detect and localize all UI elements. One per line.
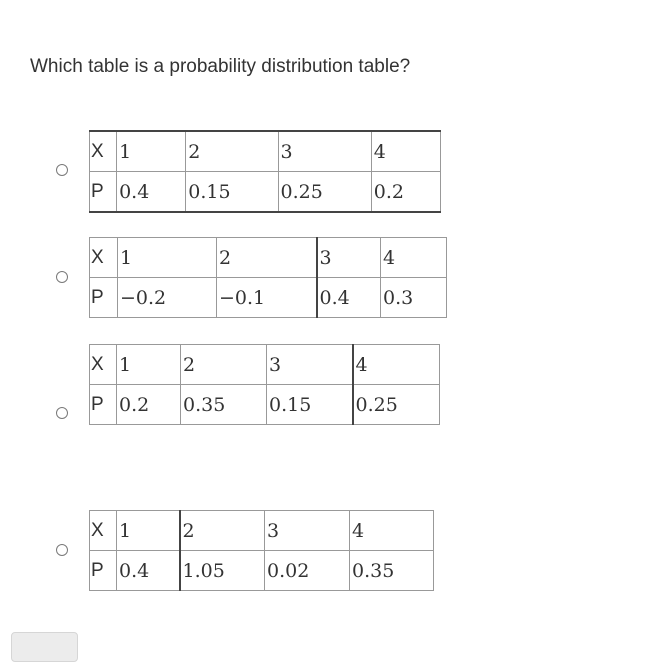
x-value: 4 [350, 511, 434, 551]
p-value: 0.4 [117, 551, 180, 591]
p-value: 0.4 [317, 278, 381, 318]
p-value: 0.02 [265, 551, 350, 591]
p-value: 0.2 [117, 385, 181, 425]
option-3-radio[interactable] [56, 407, 68, 419]
x-value: 3 [278, 131, 371, 172]
x-row-label: X [90, 511, 117, 551]
x-value: 2 [180, 511, 265, 551]
x-value: 1 [117, 131, 186, 172]
option-3-table [89, 344, 440, 425]
x-value: 1 [118, 238, 217, 278]
x-value: 3 [265, 511, 350, 551]
p-row-label: P [90, 385, 117, 425]
x-value: 4 [371, 131, 440, 172]
x-value: 2 [186, 131, 278, 172]
table-row-x [90, 238, 447, 278]
p-row-label: P [90, 172, 117, 213]
p-value: 1.05 [180, 551, 265, 591]
x-row-label: X [90, 345, 117, 385]
p-value: 0.3 [381, 278, 447, 318]
table-row-p [90, 278, 447, 318]
x-value: 2 [181, 345, 267, 385]
table-row-p [90, 172, 441, 213]
p-value: 0.2 [371, 172, 440, 213]
x-row-label: X [90, 238, 118, 278]
question-text: Which table is a probability distribution table? [30, 56, 411, 77]
p-value: −0.2 [118, 278, 217, 318]
option-2-table [89, 237, 447, 318]
p-value: 0.35 [181, 385, 267, 425]
p-value: 0.25 [353, 385, 440, 425]
x-value: 4 [353, 345, 440, 385]
x-row-label: X [90, 131, 117, 172]
p-value: 0.25 [278, 172, 371, 213]
submit-button[interactable] [11, 632, 78, 662]
p-value: 0.15 [267, 385, 353, 425]
table-row-p [90, 551, 434, 591]
table-row-x [90, 131, 441, 172]
p-value: 0.35 [350, 551, 434, 591]
x-value: 3 [317, 238, 381, 278]
p-row-label: P [90, 278, 118, 318]
p-value: 0.4 [117, 172, 186, 213]
x-value: 4 [381, 238, 447, 278]
option-1-table [89, 130, 441, 213]
table-row-p [90, 385, 440, 425]
option-4-radio[interactable] [56, 544, 68, 556]
x-value: 1 [117, 345, 181, 385]
x-value: 3 [267, 345, 353, 385]
option-1-radio[interactable] [56, 164, 68, 176]
x-value: 2 [217, 238, 317, 278]
x-value: 1 [117, 511, 180, 551]
option-4-table [89, 510, 434, 591]
p-row-label: P [90, 551, 117, 591]
table-row-x [90, 345, 440, 385]
p-value: 0.15 [186, 172, 278, 213]
table-row-x [90, 511, 434, 551]
option-2-radio[interactable] [56, 271, 68, 283]
p-value: −0.1 [217, 278, 317, 318]
